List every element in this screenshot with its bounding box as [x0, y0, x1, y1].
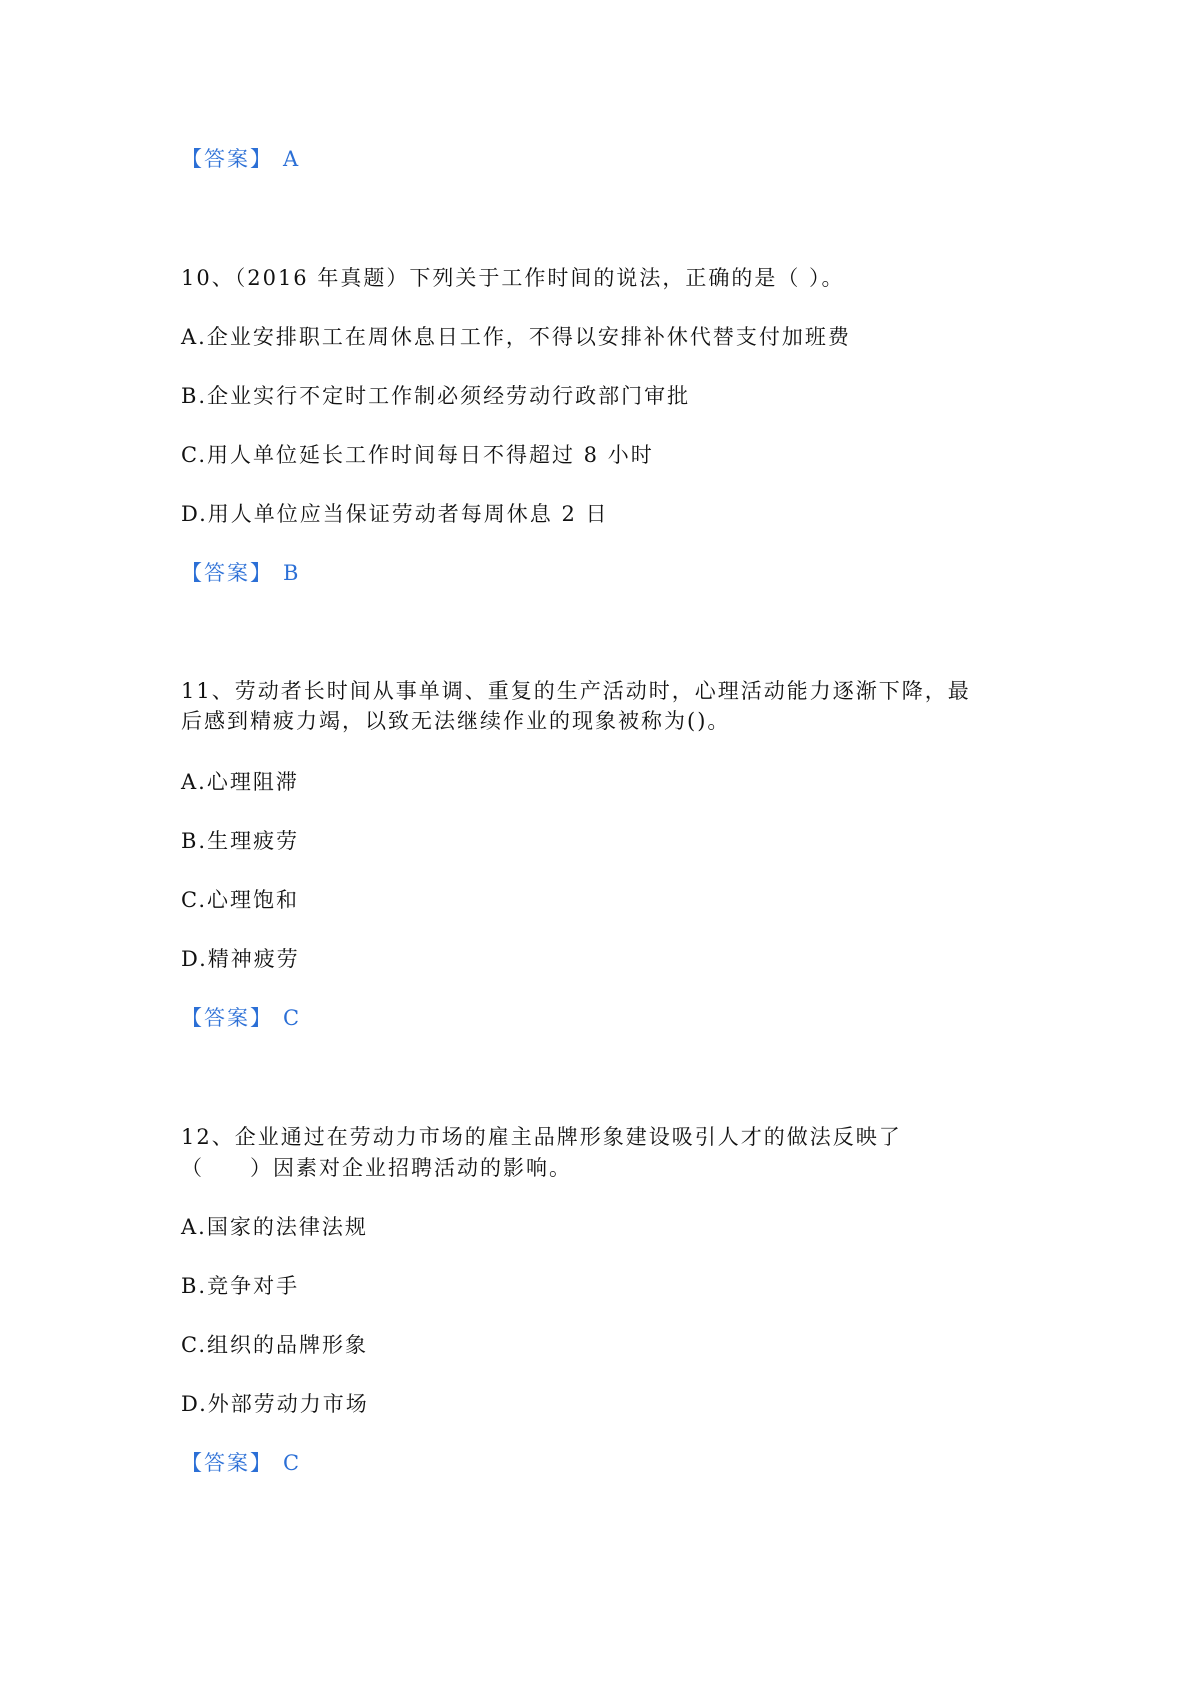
question-10-option-d: D.用人单位应当保证劳动者每周休息 2 日: [181, 502, 609, 526]
question-12-option-c: C.组织的品牌形象: [181, 1333, 368, 1357]
question-12-option-b: B.竞争对手: [181, 1274, 300, 1298]
question-12-option-d: D.外部劳动力市场: [181, 1392, 369, 1416]
answer-line: [181, 145, 298, 173]
question-10-option-c: C.用人单位延长工作时间每日不得超过 8 小时: [181, 443, 654, 467]
answer-label: 【答案】: [181, 1451, 273, 1475]
question-11-option-c: C.心理饱和: [181, 888, 299, 912]
answer-value: C: [283, 1451, 300, 1475]
question-11-option-b: B.生理疲劳: [181, 829, 300, 853]
question-12-stem-line-1: 12、企业通过在劳动力市场的雇主品牌形象建设吸引人才的做法反映了: [181, 1125, 902, 1149]
answer-line: [181, 559, 298, 587]
question-10-option-a: A.企业安排职工在周休息日工作，不得以安排补休代替支付加班费: [181, 325, 851, 349]
question-11-option-a: A.心理阻滞: [181, 770, 299, 794]
question-11-stem-line-1: 11、劳动者长时间从事单调、重复的生产活动时，心理活动能力逐渐下降，最: [181, 679, 971, 703]
question-11-stem-line-2: 后感到精疲力竭，以致无法继续作业的现象被称为()。: [181, 709, 731, 733]
answer-label: 【答案】: [181, 147, 273, 171]
answer-label: 【答案】: [181, 1006, 273, 1030]
answer-value: A: [283, 147, 299, 171]
answer-value: C: [283, 1006, 300, 1030]
question-10-stem-line-1: 10、（2016 年真题）下列关于工作时间的说法，正确的是（ ）。: [181, 266, 845, 290]
question-12-option-a: A.国家的法律法规: [181, 1215, 368, 1239]
question-12-stem-line-2: （ ）因素对企业招聘活动的影响。: [181, 1156, 572, 1180]
answer-value: B: [283, 561, 299, 585]
answer-line: [181, 1449, 299, 1477]
question-10-option-b: B.企业实行不定时工作制必须经劳动行政部门审批: [181, 384, 691, 408]
answer-label: 【答案】: [181, 561, 273, 585]
question-11-option-d: D.精神疲劳: [181, 947, 300, 971]
answer-line: [181, 1004, 299, 1032]
